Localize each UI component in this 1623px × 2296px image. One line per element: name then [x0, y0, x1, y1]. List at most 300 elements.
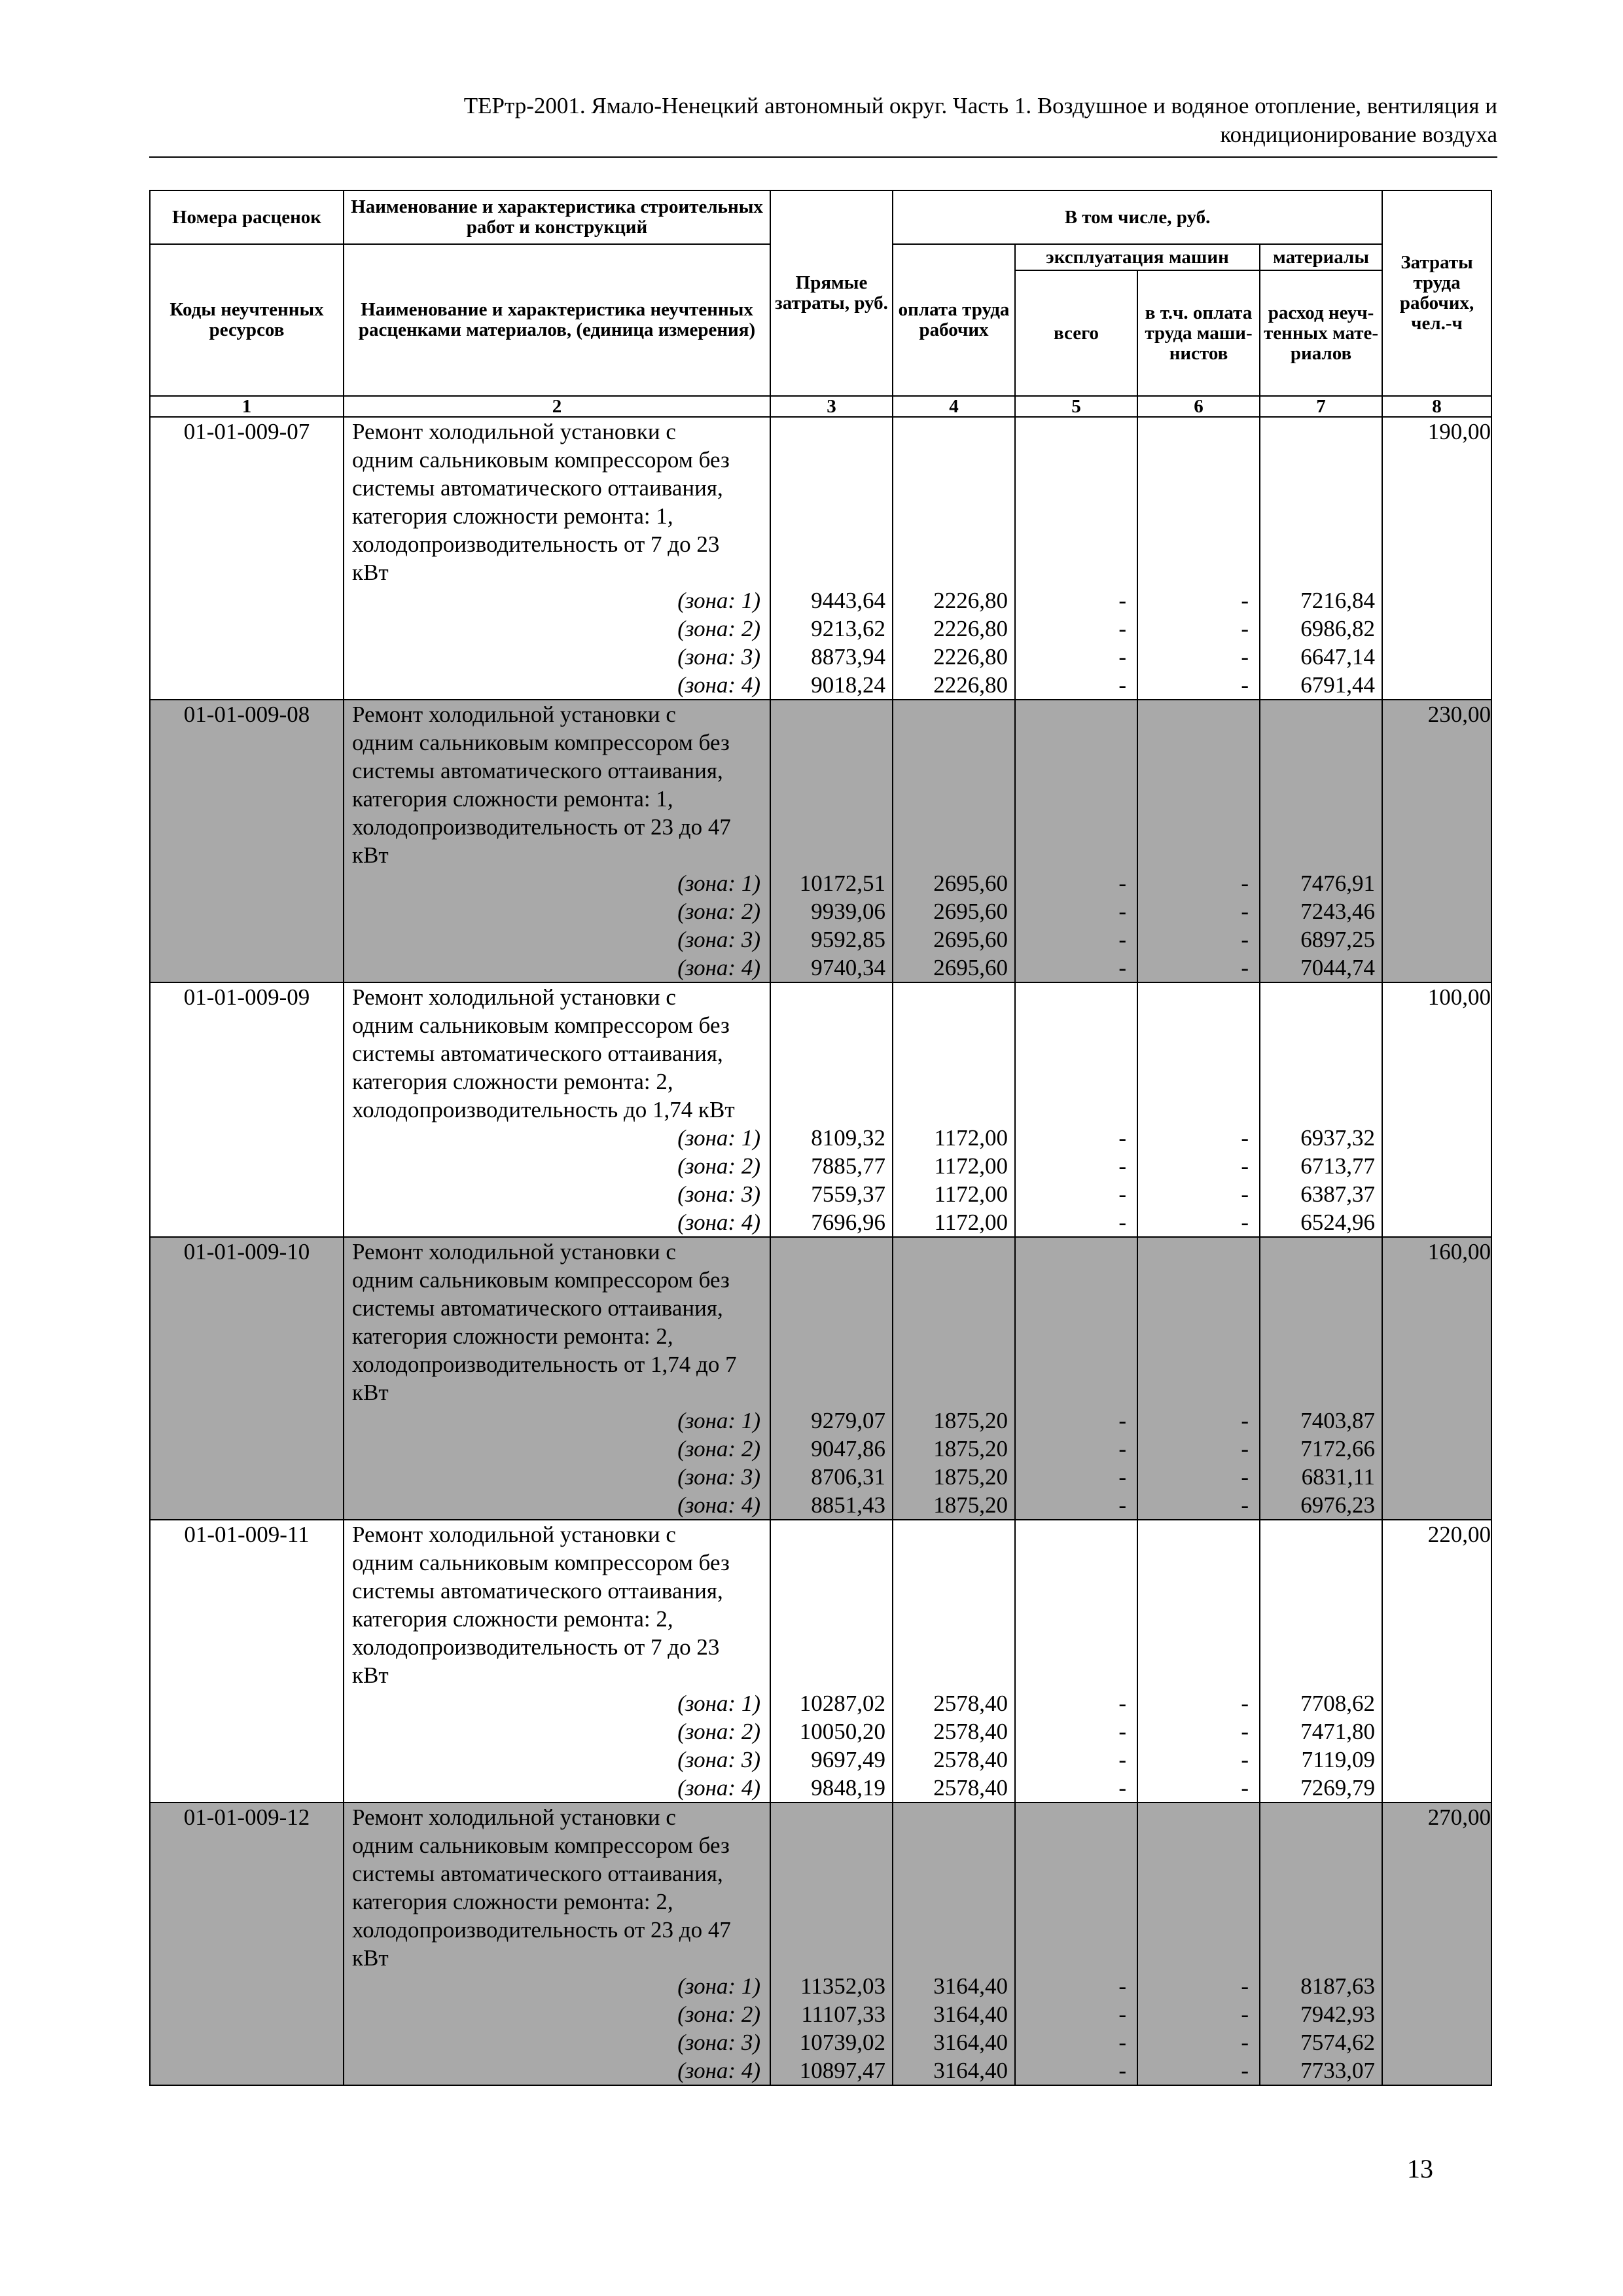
spacer — [893, 1549, 1014, 1577]
head-materials: материалы — [1260, 244, 1382, 270]
spacer — [1138, 1888, 1259, 1916]
machinist-wages-value: - — [1241, 1436, 1249, 1462]
head-rate-numbers: Номера расценок — [150, 190, 344, 244]
machinist-wages-cell — [1137, 417, 1260, 700]
zone-label: (зона: 4) — [677, 1492, 760, 1518]
description-line: Ремонт холодильной установки с — [352, 419, 676, 444]
materials-value: 7216,84 — [1300, 588, 1376, 613]
spacer — [1016, 1011, 1137, 1039]
wages-value: 2695,60 — [933, 899, 1008, 924]
spacer — [1138, 1096, 1259, 1124]
labor-costs: 230,00 — [1382, 700, 1491, 982]
spacer — [771, 502, 892, 530]
spacer — [1260, 530, 1382, 558]
spacer — [1016, 813, 1137, 841]
spacer — [1260, 1096, 1382, 1124]
spacer — [893, 558, 1014, 586]
head-machine-operation: эксплуатация машин — [1015, 244, 1260, 270]
direct-cost-cell — [770, 982, 893, 1237]
spacer — [893, 1859, 1014, 1888]
wages-cell — [893, 1237, 1015, 1520]
wages-value: 2226,80 — [933, 616, 1008, 641]
machinist-wages-value: - — [1241, 1973, 1249, 1999]
zone-label: (зона: 4) — [677, 672, 760, 698]
machines-total-cell — [1015, 1803, 1137, 2085]
spacer — [1016, 502, 1137, 530]
machines-total-value: - — [1118, 672, 1126, 698]
spacer — [771, 446, 892, 474]
spacer — [771, 558, 892, 586]
wages-value: 2578,40 — [933, 1691, 1008, 1716]
spacer — [1016, 418, 1137, 446]
wages-cell — [893, 700, 1015, 982]
description-line: Ремонт холодильной установки с — [352, 984, 676, 1010]
machines-total-cell — [1015, 1237, 1137, 1520]
rate-record — [150, 1237, 1491, 1520]
spacer — [1138, 1605, 1259, 1633]
description-line: одним сальниковым компрессором без — [352, 1550, 730, 1575]
spacer — [893, 418, 1014, 446]
materials-value: 6897,25 — [1300, 927, 1376, 952]
direct-cost-value: 9279,07 — [811, 1408, 885, 1433]
materials-value: 7269,79 — [1300, 1775, 1376, 1801]
spacer — [1260, 474, 1382, 502]
spacer — [1138, 983, 1259, 1011]
spacer — [1016, 1605, 1137, 1633]
running-header — [149, 92, 1497, 149]
spacer — [1138, 1067, 1259, 1096]
spacer — [1016, 785, 1137, 813]
machines-total-value: - — [1118, 1125, 1126, 1151]
zone-label: (зона: 1) — [677, 588, 760, 613]
machinist-wages-value: - — [1241, 1181, 1249, 1207]
spacer — [771, 1605, 892, 1633]
machinist-wages-value: - — [1241, 1125, 1249, 1151]
spacer — [1016, 1096, 1137, 1124]
rate-description — [344, 1803, 770, 2085]
machines-total-value: - — [1118, 2030, 1126, 2055]
direct-cost-value: 9740,34 — [811, 955, 885, 980]
machinist-wages-value: - — [1241, 1719, 1249, 1744]
wages-value: 3164,40 — [933, 1973, 1008, 1999]
spacer — [1016, 1661, 1137, 1689]
spacer — [771, 700, 892, 728]
rate-code: 01-01-009-11 — [150, 1520, 344, 1803]
materials-value: 7172,66 — [1300, 1436, 1376, 1462]
spacer — [893, 1633, 1014, 1661]
spacer — [1016, 1577, 1137, 1605]
spacer — [1138, 1322, 1259, 1350]
zone-label: (зона: 2) — [677, 1436, 760, 1462]
spacer — [771, 1944, 892, 1972]
spacer — [893, 785, 1014, 813]
spacer — [1138, 757, 1259, 785]
direct-cost-value: 7696,96 — [811, 1210, 885, 1235]
machinist-wages-value: - — [1241, 672, 1249, 698]
spacer — [1016, 700, 1137, 728]
wages-value: 2695,60 — [933, 870, 1008, 896]
direct-cost-value: 8109,32 — [811, 1125, 885, 1151]
spacer — [1260, 813, 1382, 841]
spacer — [1138, 418, 1259, 446]
description-line: категория сложности ремонта: 1, — [352, 786, 673, 812]
machines-total-value: - — [1118, 1436, 1126, 1462]
machines-total-value: - — [1118, 927, 1126, 952]
spacer — [1138, 558, 1259, 586]
spacer — [893, 983, 1014, 1011]
wages-value: 2578,40 — [933, 1775, 1008, 1801]
rate-description — [344, 1520, 770, 1803]
spacer — [1016, 1266, 1137, 1294]
spacer — [1138, 841, 1259, 869]
head-direct-costs: Прямые затраты, руб. — [770, 190, 893, 396]
spacer — [1016, 1549, 1137, 1577]
materials-value: 7708,62 — [1300, 1691, 1376, 1716]
direct-cost-value: 9939,06 — [811, 899, 885, 924]
spacer — [893, 1039, 1014, 1067]
spacer — [771, 1266, 892, 1294]
spacer — [1260, 700, 1382, 728]
rates-table — [149, 190, 1492, 2086]
machines-total-cell — [1015, 982, 1137, 1237]
zone-label: (зона: 1) — [677, 1691, 760, 1716]
rate-code: 01-01-009-08 — [150, 700, 344, 982]
description-line: холодопроизводительность до 1,74 кВт — [352, 1097, 735, 1122]
spacer — [1260, 1549, 1382, 1577]
spacer — [771, 841, 892, 869]
rate-description — [344, 417, 770, 700]
spacer — [771, 785, 892, 813]
spacer — [1260, 785, 1382, 813]
zone-label: (зона: 4) — [677, 1210, 760, 1235]
description-line: кВт — [352, 842, 389, 868]
direct-cost-value: 11107,33 — [801, 2001, 885, 2027]
materials-value: 6647,14 — [1300, 644, 1376, 670]
spacer — [1138, 700, 1259, 728]
spacer — [893, 474, 1014, 502]
spacer — [1138, 1944, 1259, 1972]
machines-total-value: - — [1118, 1691, 1126, 1716]
machinist-wages-value: - — [1241, 588, 1249, 613]
rate-code: 01-01-009-10 — [150, 1237, 344, 1520]
direct-cost-cell — [770, 1520, 893, 1803]
head-including: В том числе, руб. — [893, 190, 1382, 244]
machines-total-value: - — [1118, 1153, 1126, 1179]
machines-total-value: - — [1118, 1747, 1126, 1772]
description-line: Ремонт холодильной установки с — [352, 1804, 676, 1830]
column-number: 4 — [893, 396, 1015, 417]
direct-cost-cell — [770, 417, 893, 700]
materials-value: 8187,63 — [1300, 1973, 1376, 1999]
description-line: Ремонт холодильной установки с — [352, 1522, 676, 1547]
materials-cell — [1260, 700, 1382, 982]
materials-value: 7476,91 — [1300, 870, 1376, 896]
zone-label: (зона: 2) — [677, 1719, 760, 1744]
spacer — [1016, 757, 1137, 785]
spacer — [893, 1238, 1014, 1266]
spacer — [1260, 1916, 1382, 1944]
wages-value: 2695,60 — [933, 927, 1008, 952]
spacer — [893, 1294, 1014, 1322]
spacer — [1260, 1633, 1382, 1661]
zone-label: (зона: 3) — [677, 1747, 760, 1772]
spacer — [1016, 983, 1137, 1011]
zone-label: (зона: 2) — [677, 899, 760, 924]
spacer — [771, 1888, 892, 1916]
column-number: 1 — [150, 396, 344, 417]
wages-cell — [893, 1803, 1015, 2085]
spacer — [771, 1322, 892, 1350]
column-number-row — [150, 396, 1491, 417]
column-number: 7 — [1260, 396, 1382, 417]
spacer — [893, 1266, 1014, 1294]
description-line: холодопроизводительность от 23 до 47 — [352, 814, 731, 840]
spacer — [893, 1888, 1014, 1916]
spacer — [1016, 1633, 1137, 1661]
direct-cost-value: 9047,86 — [811, 1436, 885, 1462]
machinist-wages-cell — [1137, 1237, 1260, 1520]
spacer — [771, 1238, 892, 1266]
zone-label: (зона: 3) — [677, 1181, 760, 1207]
description-line: категория сложности ремонта: 2, — [352, 1323, 673, 1349]
rate-record — [150, 1520, 1491, 1803]
rate-code: 01-01-009-07 — [150, 417, 344, 700]
spacer — [1138, 1803, 1259, 1831]
zone-label: (зона: 4) — [677, 955, 760, 980]
wages-value: 3164,40 — [933, 2058, 1008, 2083]
column-number: 3 — [770, 396, 893, 417]
spacer — [1138, 1378, 1259, 1407]
spacer — [771, 1039, 892, 1067]
direct-cost-value: 9213,62 — [811, 616, 885, 641]
wages-value: 2578,40 — [933, 1747, 1008, 1772]
spacer — [1138, 1831, 1259, 1859]
spacer — [1260, 1661, 1382, 1689]
description-line: категория сложности ремонта: 2, — [352, 1889, 673, 1914]
head-labor-costs: Затраты труда рабочих, чел.-ч — [1382, 190, 1491, 396]
machinist-wages-value: - — [1241, 927, 1249, 952]
machines-total-value: - — [1118, 1492, 1126, 1518]
spacer — [893, 1350, 1014, 1378]
spacer — [771, 1520, 892, 1549]
spacer — [1138, 785, 1259, 813]
spacer — [1260, 558, 1382, 586]
machines-total-value: - — [1118, 616, 1126, 641]
direct-cost-cell — [770, 700, 893, 982]
spacer — [1260, 1238, 1382, 1266]
spacer — [771, 1916, 892, 1944]
machines-total-value: - — [1118, 1464, 1126, 1490]
spacer — [1260, 1350, 1382, 1378]
spacer — [1138, 530, 1259, 558]
spacer — [771, 1661, 892, 1689]
description-line: одним сальниковым компрессором без — [352, 1267, 730, 1293]
spacer — [1260, 1859, 1382, 1888]
spacer — [1260, 1577, 1382, 1605]
machines-total-value: - — [1118, 1775, 1126, 1801]
machinist-wages-value: - — [1241, 955, 1249, 980]
machinist-wages-value: - — [1241, 644, 1249, 670]
machinist-wages-cell — [1137, 1803, 1260, 2085]
head-resource-codes: Коды неучтенных ресурсов — [150, 244, 344, 396]
rate-description — [344, 700, 770, 982]
head-machinist-wages: в т.ч. оплата труда маши-нистов — [1137, 270, 1260, 396]
labor-costs: 190,00 — [1382, 417, 1491, 700]
spacer — [1016, 1350, 1137, 1378]
spacer — [1260, 841, 1382, 869]
spacer — [771, 1803, 892, 1831]
spacer — [893, 700, 1014, 728]
direct-cost-value: 9848,19 — [811, 1775, 885, 1801]
description-line: системы автоматического оттаивания, — [352, 1861, 723, 1886]
spacer — [771, 813, 892, 841]
machines-total-value: - — [1118, 2058, 1126, 2083]
machines-total-value: - — [1118, 1408, 1126, 1433]
spacer — [771, 1378, 892, 1407]
spacer — [1016, 558, 1137, 586]
materials-value: 6713,77 — [1300, 1153, 1376, 1179]
wages-value: 1172,00 — [934, 1153, 1008, 1179]
machines-total-value: - — [1118, 1719, 1126, 1744]
spacer — [1138, 1661, 1259, 1689]
spacer — [771, 1067, 892, 1096]
machinist-wages-value: - — [1241, 1408, 1249, 1433]
labor-costs: 160,00 — [1382, 1237, 1491, 1520]
machinist-wages-cell — [1137, 982, 1260, 1237]
description-line: одним сальниковым компрессором без — [352, 730, 730, 755]
spacer — [1260, 983, 1382, 1011]
spacer — [1138, 474, 1259, 502]
zone-label: (зона: 3) — [677, 644, 760, 670]
spacer — [1016, 1378, 1137, 1407]
description-line: категория сложности ремонта: 2, — [352, 1606, 673, 1632]
zone-label: (зона: 1) — [677, 1125, 760, 1151]
description-line: Ремонт холодильной установки с — [352, 702, 676, 727]
spacer — [1260, 1011, 1382, 1039]
direct-cost-value: 9443,64 — [811, 588, 885, 613]
machinist-wages-value: - — [1241, 2058, 1249, 2083]
column-number: 2 — [344, 396, 770, 417]
spacer — [1138, 1577, 1259, 1605]
wages-value: 1172,00 — [934, 1125, 1008, 1151]
spacer — [1260, 446, 1382, 474]
spacer — [1016, 1859, 1137, 1888]
materials-value: 7044,74 — [1300, 955, 1376, 980]
spacer — [893, 1944, 1014, 1972]
spacer — [893, 446, 1014, 474]
head-wages: оплата труда рабочих — [893, 244, 1015, 396]
spacer — [1016, 1238, 1137, 1266]
spacer — [771, 728, 892, 757]
zone-label: (зона: 2) — [677, 2001, 760, 2027]
spacer — [771, 474, 892, 502]
direct-cost-value: 10897,47 — [799, 2058, 885, 2083]
spacer — [893, 502, 1014, 530]
header-line-2: кондиционирование воздуха — [1220, 122, 1497, 147]
spacer — [1138, 1039, 1259, 1067]
description-line: системы автоматического оттаивания, — [352, 1041, 723, 1066]
column-number: 6 — [1137, 396, 1260, 417]
description-line: Ремонт холодильной установки с — [352, 1239, 676, 1265]
spacer — [771, 1859, 892, 1888]
materials-cell — [1260, 1803, 1382, 2085]
description-line: кВт — [352, 560, 389, 585]
spacer — [893, 1831, 1014, 1859]
machines-total-cell — [1015, 417, 1137, 700]
spacer — [893, 1067, 1014, 1096]
spacer — [1016, 446, 1137, 474]
spacer — [1138, 1266, 1259, 1294]
wages-value: 1875,20 — [933, 1436, 1008, 1462]
description-line: системы автоматического оттаивания, — [352, 1578, 723, 1604]
zone-label: (зона: 2) — [677, 616, 760, 641]
machinist-wages-value: - — [1241, 1691, 1249, 1716]
description-line: одним сальниковым компрессором без — [352, 1833, 730, 1858]
materials-cell — [1260, 982, 1382, 1237]
spacer — [893, 1520, 1014, 1549]
direct-cost-value: 7885,77 — [811, 1153, 885, 1179]
machines-total-cell — [1015, 700, 1137, 982]
spacer — [893, 1011, 1014, 1039]
records-body — [150, 417, 1491, 2085]
spacer — [893, 728, 1014, 757]
wages-value: 3164,40 — [933, 2001, 1008, 2027]
spacer — [1260, 1831, 1382, 1859]
description-line: системы автоматического оттаивания, — [352, 475, 723, 501]
zone-label: (зона: 2) — [677, 1153, 760, 1179]
spacer — [1016, 1888, 1137, 1916]
spacer — [1138, 502, 1259, 530]
spacer — [1016, 1039, 1137, 1067]
materials-value: 7733,07 — [1300, 2058, 1376, 2083]
spacer — [771, 1633, 892, 1661]
spacer — [771, 1011, 892, 1039]
machines-total-value: - — [1118, 644, 1126, 670]
machines-total-value: - — [1118, 1973, 1126, 1999]
direct-cost-value: 8851,43 — [811, 1492, 885, 1518]
machinist-wages-value: - — [1241, 1153, 1249, 1179]
spacer — [1138, 728, 1259, 757]
direct-cost-cell — [770, 1237, 893, 1520]
spacer — [771, 983, 892, 1011]
head-work-name: Наименование и характеристика строительных работ и конструкций — [344, 190, 770, 244]
spacer — [1016, 1803, 1137, 1831]
wages-value: 2226,80 — [933, 672, 1008, 698]
spacer — [1016, 1916, 1137, 1944]
description-line: одним сальниковым компрессором без — [352, 1013, 730, 1038]
spacer — [1138, 1350, 1259, 1378]
wages-value: 1172,00 — [934, 1181, 1008, 1207]
direct-cost-value: 11352,03 — [800, 1973, 885, 1999]
spacer — [1260, 418, 1382, 446]
spacer — [771, 418, 892, 446]
spacer — [1138, 446, 1259, 474]
zone-label: (зона: 3) — [677, 2030, 760, 2055]
description-line: кВт — [352, 1662, 389, 1688]
header-divider — [149, 156, 1497, 158]
head-materials-unaccounted: расход неуч-тенных мате-риалов — [1260, 270, 1382, 396]
materials-value: 7119,09 — [1301, 1747, 1376, 1772]
spacer — [771, 1294, 892, 1322]
rate-record — [150, 1803, 1491, 2085]
labor-costs: 100,00 — [1382, 982, 1491, 1237]
wages-cell — [893, 982, 1015, 1237]
spacer — [1138, 1633, 1259, 1661]
materials-value: 6937,32 — [1300, 1125, 1376, 1151]
spacer — [1138, 1916, 1259, 1944]
machinist-wages-cell — [1137, 700, 1260, 982]
wages-value: 2695,60 — [933, 955, 1008, 980]
